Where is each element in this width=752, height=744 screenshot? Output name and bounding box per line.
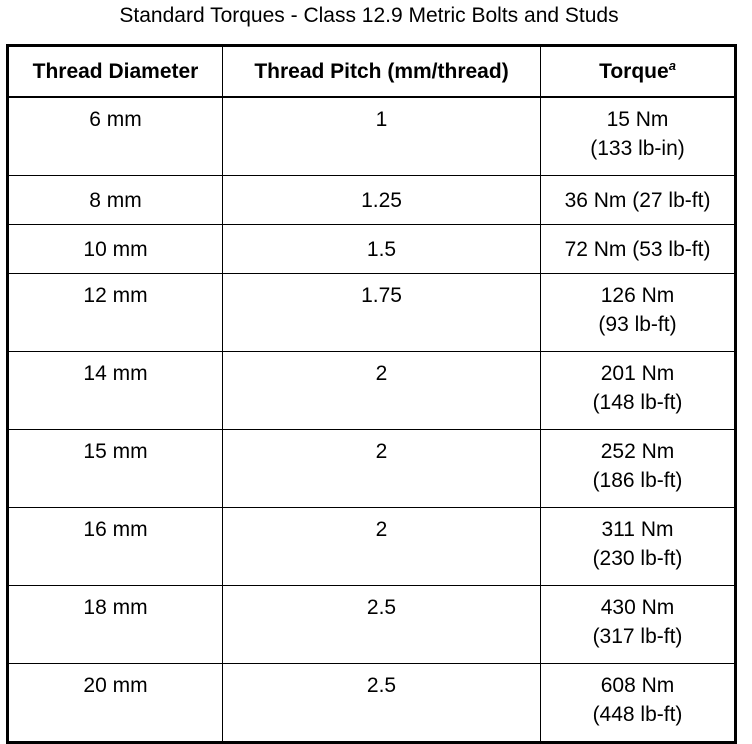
torque-imperial: (186 lb-ft): [592, 469, 683, 492]
table-row: [8, 352, 736, 430]
table-row: [8, 274, 736, 352]
cell-torque: [541, 508, 736, 586]
cell-pitch: 2.5: [223, 586, 541, 664]
cell-pitch: 2: [223, 508, 541, 586]
table-row: [8, 430, 736, 508]
table-row: [8, 508, 736, 586]
torque-imperial: (93 lb-ft): [598, 313, 677, 336]
header-thread-pitch: Thread Pitch (mm/thread): [223, 46, 541, 98]
table-row: [8, 176, 736, 225]
torque-imperial: (133 lb-in): [590, 137, 685, 160]
cell-torque: [541, 352, 736, 430]
torque-metric: 311 Nm: [601, 518, 674, 541]
cell-diameter: 10 mm: [8, 225, 223, 274]
torque-imperial: (317 lb-ft): [592, 625, 683, 648]
torque-imperial: (148 lb-ft): [592, 391, 683, 414]
torque-imperial: (230 lb-ft): [592, 547, 683, 570]
table-row: [8, 664, 736, 743]
cell-diameter: 16 mm: [8, 508, 223, 586]
torque-metric: 72 Nm (53 lb-ft): [564, 238, 711, 261]
cell-torque: [541, 176, 736, 225]
cell-torque: [541, 664, 736, 743]
cell-pitch: 1: [223, 97, 541, 176]
cell-pitch: 1.25: [223, 176, 541, 225]
header-torque-label: Torque: [599, 59, 669, 83]
cell-diameter: 6 mm: [8, 97, 223, 176]
torque-metric: 252 Nm: [600, 440, 675, 463]
cell-pitch: 2: [223, 430, 541, 508]
header-thread-diameter: Thread Diameter: [8, 46, 223, 98]
torque-metric: 430 Nm: [600, 596, 675, 619]
table-row: [8, 97, 736, 176]
cell-torque: [541, 225, 736, 274]
torque-metric: 126 Nm: [600, 284, 675, 307]
table-row: [8, 586, 736, 664]
torque-metric: 201 Nm: [600, 362, 675, 385]
torque-footnote-marker: a: [668, 57, 676, 73]
cell-pitch: 2: [223, 352, 541, 430]
cell-diameter: 14 mm: [8, 352, 223, 430]
cell-diameter: 8 mm: [8, 176, 223, 225]
table-row: [8, 225, 736, 274]
torque-metric: 608 Nm: [600, 674, 675, 697]
torque-metric: 15 Nm: [606, 108, 669, 131]
cell-pitch: 2.5: [223, 664, 541, 743]
torque-table: [6, 44, 737, 744]
cell-torque: [541, 586, 736, 664]
torque-imperial: (448 lb-ft): [592, 703, 683, 726]
cell-torque: [541, 430, 736, 508]
cell-diameter: 20 mm: [8, 664, 223, 743]
header-row: [8, 46, 736, 98]
header-torque: [541, 46, 736, 98]
torque-metric: 36 Nm (27 lb-ft): [564, 189, 711, 212]
table-title: Standard Torques - Class 12.9 Metric Bolts and Studs: [119, 4, 619, 27]
cell-pitch: 1.5: [223, 225, 541, 274]
cell-diameter: 18 mm: [8, 586, 223, 664]
cell-torque: [541, 97, 736, 176]
cell-diameter: 12 mm: [8, 274, 223, 352]
cell-diameter: 15 mm: [8, 430, 223, 508]
cell-pitch: 1.75: [223, 274, 541, 352]
cell-torque: [541, 274, 736, 352]
